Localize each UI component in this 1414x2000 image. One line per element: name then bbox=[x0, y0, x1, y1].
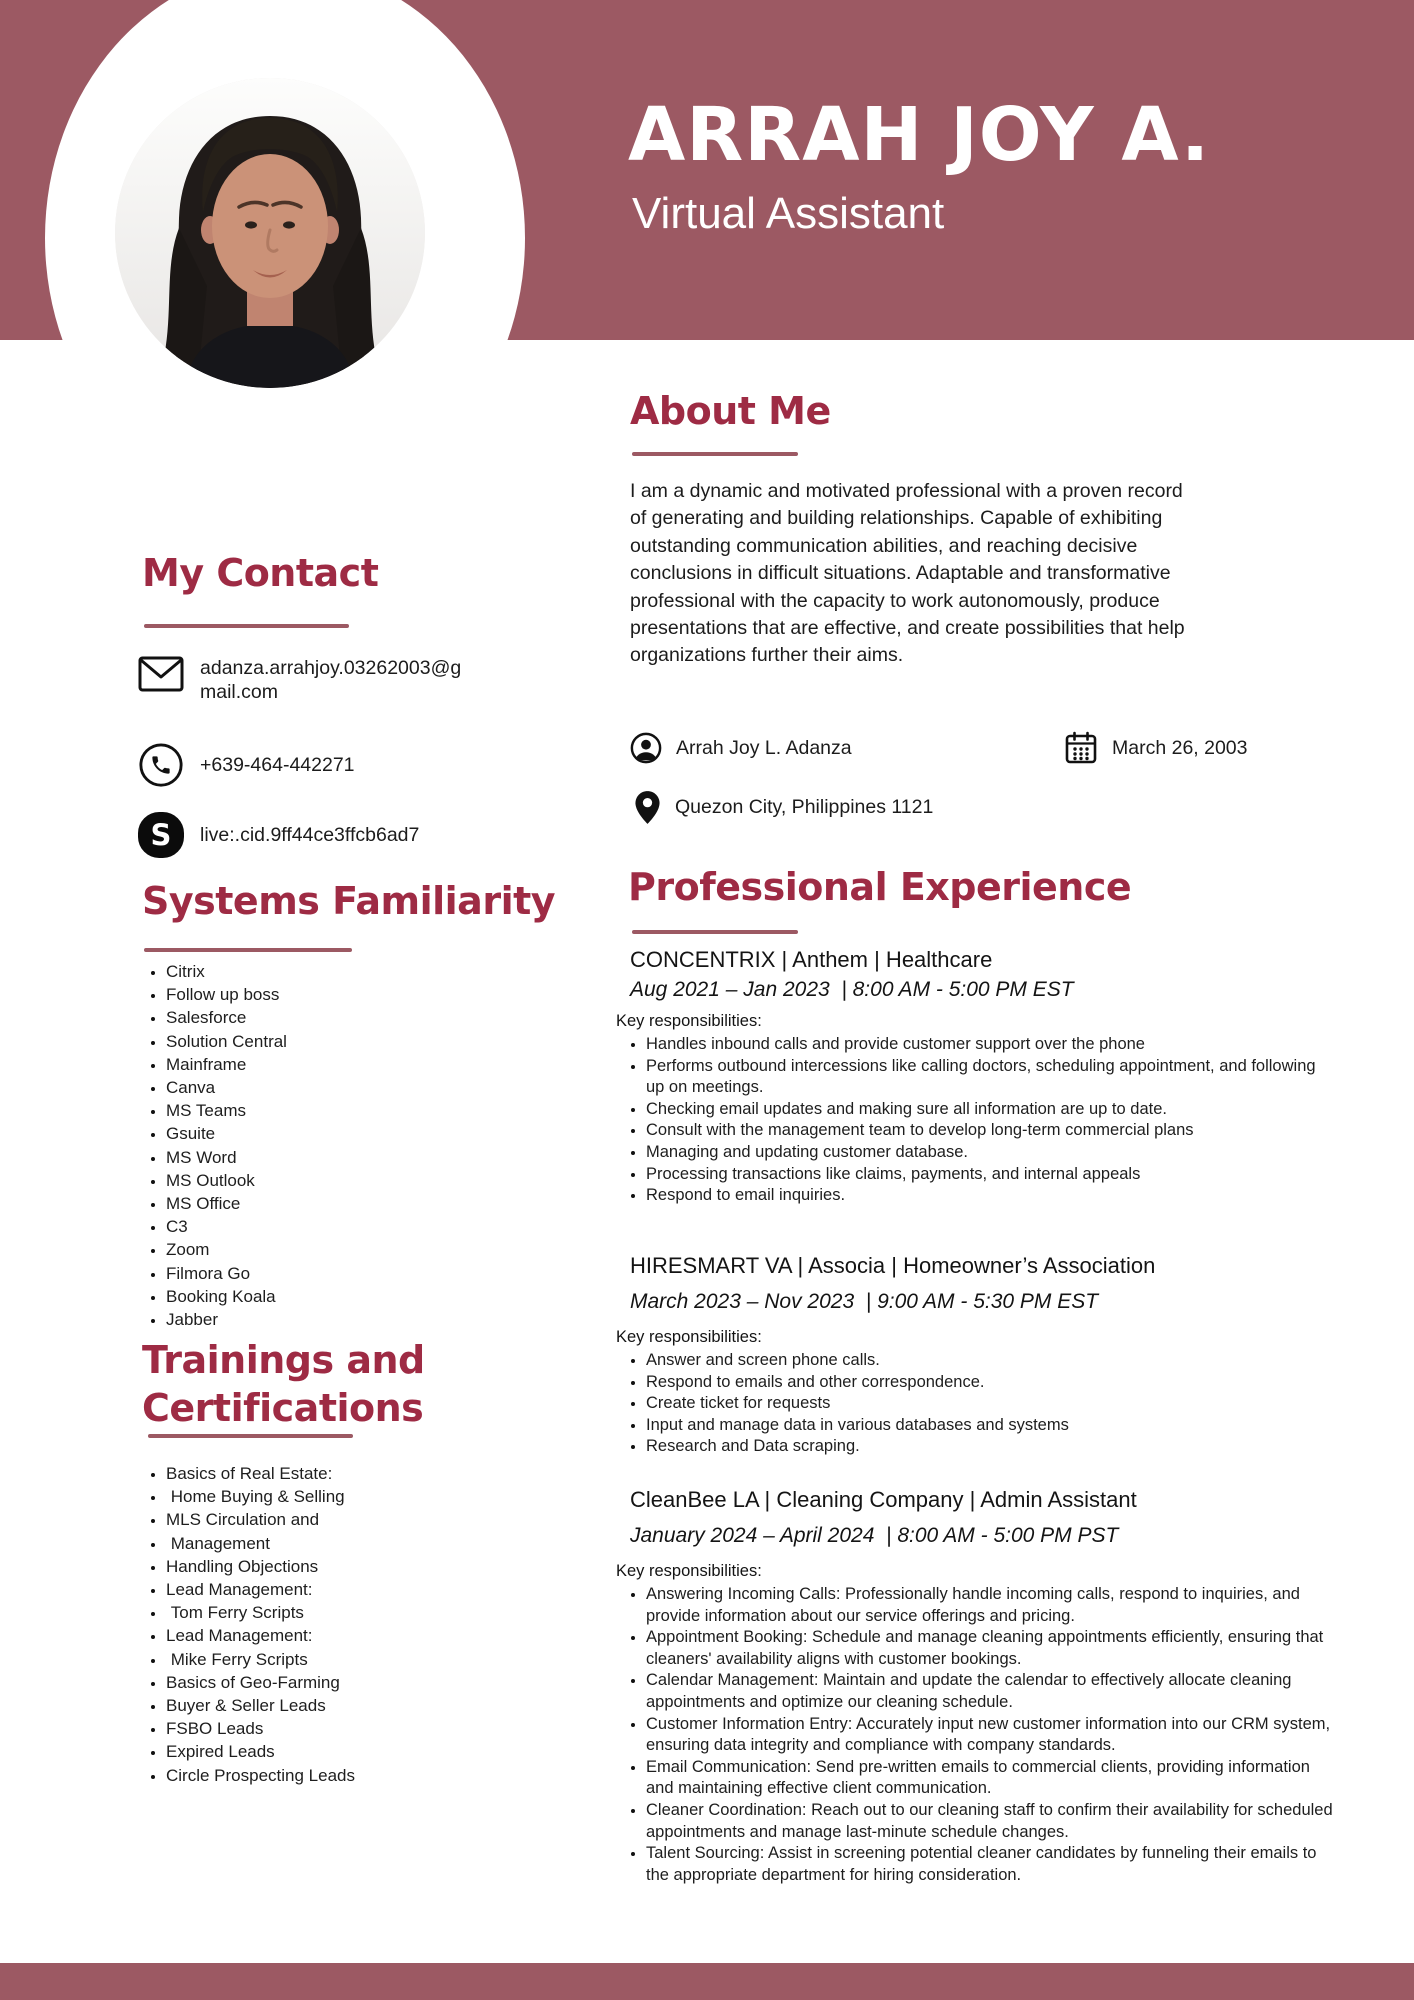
systems-item: • Citrix bbox=[166, 960, 566, 983]
experience-divider bbox=[632, 930, 798, 934]
footer-band bbox=[0, 1963, 1414, 2000]
job-bullet: • Consult with the management team to develop long-term commercial plans bbox=[646, 1120, 1336, 1142]
systems-item: • Booking Koala bbox=[166, 1285, 566, 1308]
trainings-item: • Lead Management: bbox=[166, 1578, 566, 1601]
person-icon bbox=[630, 732, 662, 764]
contact-heading: My Contact bbox=[142, 551, 379, 595]
full-name: Arrah Joy L. Adanza bbox=[676, 736, 852, 759]
trainings-item: • Buyer & Seller Leads bbox=[166, 1694, 566, 1717]
trainings-item: • Basics of Real Estate: bbox=[166, 1462, 566, 1485]
job-bullet: • Answering Incoming Calls: Professionally handle incoming calls, respond to inquiries, and provide information about our service offerings and pricing. bbox=[646, 1584, 1336, 1627]
contact-divider bbox=[144, 624, 349, 628]
systems-item: • Salesforce bbox=[166, 1006, 566, 1029]
job-bullet: • Respond to emails and other correspondence. bbox=[646, 1372, 1336, 1394]
systems-item: • MS Teams bbox=[166, 1099, 566, 1122]
experience-heading: Professional Experience bbox=[628, 865, 1132, 909]
job-bullet: • Input and manage data in various databases and systems bbox=[646, 1415, 1336, 1437]
job-bullet: • Performs outbound intercessions like calling doctors, scheduling appointment, and following up on meetings. bbox=[646, 1056, 1336, 1099]
contact-email: adanza.arrahjoy.03262003@gmail.com bbox=[200, 657, 462, 703]
candidate-role: Virtual Assistant bbox=[632, 189, 945, 238]
trainings-item: • Handling Objections bbox=[166, 1555, 566, 1578]
job-title: CONCENTRIX | Anthem | Healthcare bbox=[630, 947, 993, 972]
systems-item: • Jabber bbox=[166, 1308, 566, 1331]
key-responsibilities-label: Key responsibilities: bbox=[616, 1012, 762, 1030]
systems-item: • Gsuite bbox=[166, 1122, 566, 1145]
systems-list bbox=[140, 960, 566, 1331]
trainings-item: • Mike Ferry Scripts bbox=[166, 1648, 566, 1671]
job-period: January 2024 – April 2024 | 8:00 AM - 5:00 PM PST bbox=[630, 1524, 1119, 1547]
trainings-heading: Trainings and Certifications bbox=[142, 1338, 425, 1430]
trainings-item: • Home Buying & Selling bbox=[166, 1485, 566, 1508]
contact-skype: live:.cid.9ff44ce3ffcb6ad7 bbox=[200, 824, 420, 846]
key-responsibilities-label: Key responsibilities: bbox=[616, 1328, 762, 1346]
systems-item: • MS Outlook bbox=[166, 1169, 566, 1192]
trainings-item: • Circle Prospecting Leads bbox=[166, 1764, 566, 1787]
trainings-item: • Management bbox=[166, 1532, 566, 1555]
job-bullet: • Appointment Booking: Schedule and manage cleaning appointments efficiently, ensuring that cleaners' availability aligns with customer bookings. bbox=[646, 1627, 1336, 1670]
job-bullet: • Processing transactions like claims, payments, and internal appeals bbox=[646, 1164, 1336, 1186]
job-bullet: • Cleaner Coordination: Reach out to our cleaning staff to confirm their availability for scheduled appointments and manage last-minute schedule changes. bbox=[646, 1800, 1336, 1843]
job-bullets bbox=[616, 1034, 1336, 1207]
systems-item: • Follow up boss bbox=[166, 983, 566, 1006]
about-heading: About Me bbox=[630, 389, 831, 433]
job-bullets bbox=[616, 1584, 1336, 1886]
contact-email-row bbox=[138, 656, 462, 704]
full-name-row bbox=[630, 732, 852, 764]
systems-item: • C3 bbox=[166, 1215, 566, 1238]
job-bullet: • Calendar Management: Maintain and update the calendar to effectively allocate cleaning appointments and optimize our cleaning schedule. bbox=[646, 1670, 1336, 1713]
job-bullet: • Customer Information Entry: Accurately input new customer information into our CRM system, ensuring data integrity and compliance with company standards. bbox=[646, 1714, 1336, 1757]
systems-heading: Systems Familiarity bbox=[142, 879, 556, 923]
job-bullet: • Research and Data scraping. bbox=[646, 1436, 1336, 1458]
systems-item: • Solution Central bbox=[166, 1030, 566, 1053]
contact-skype-row bbox=[138, 812, 419, 858]
job-period: March 2023 – Nov 2023 | 9:00 AM - 5:30 PM EST bbox=[630, 1290, 1099, 1313]
birth-date: March 26, 2003 bbox=[1112, 736, 1248, 759]
phone-icon bbox=[138, 742, 184, 788]
job-bullet: • Respond to email inquiries. bbox=[646, 1185, 1336, 1207]
job-bullet: • Handles inbound calls and provide customer support over the phone bbox=[646, 1034, 1336, 1056]
job-period: Aug 2021 – Jan 2023 | 8:00 AM - 5:00 PM EST bbox=[630, 978, 1074, 1001]
about-paragraph: I am a dynamic and motivated professional with a proven record of generating and building relationships. Capable of exhibiting outstanding communication abilities, and reaching decisive conclusions in difficult situations. Adaptable and transformative professional with the capacity to work autonomously, produce presentations that are effective, and create possibilities that help organizations further their aims. bbox=[630, 480, 1185, 667]
trainings-list bbox=[140, 1462, 566, 1787]
systems-item: • Canva bbox=[166, 1076, 566, 1099]
job-title: HIRESMART VA | Associa | Homeowner’s Association bbox=[630, 1253, 1156, 1278]
systems-divider bbox=[144, 948, 352, 952]
job-bullets bbox=[616, 1350, 1336, 1458]
job-title: CleanBee LA | Cleaning Company | Admin Assistant bbox=[630, 1487, 1137, 1512]
key-responsibilities-label: Key responsibilities: bbox=[616, 1562, 762, 1580]
contact-phone-row bbox=[138, 742, 355, 788]
map-pin-icon bbox=[634, 790, 661, 825]
skype-icon: S bbox=[138, 812, 184, 858]
location: Quezon City, Philippines 1121 bbox=[675, 796, 934, 818]
systems-item: • MS Office bbox=[166, 1192, 566, 1215]
job-bullet: • Answer and screen phone calls. bbox=[646, 1350, 1336, 1372]
job-bullet: • Managing and updating customer database. bbox=[646, 1142, 1336, 1164]
systems-item: • Filmora Go bbox=[166, 1262, 566, 1285]
birth-date-row bbox=[1064, 731, 1248, 765]
calendar-icon bbox=[1064, 731, 1098, 765]
job-cleanbee bbox=[616, 1486, 1350, 1886]
job-concentrix bbox=[616, 946, 1350, 1207]
contact-phone: +639-464-442271 bbox=[200, 754, 355, 776]
candidate-name: ARRAH JOY A. bbox=[628, 92, 1211, 178]
trainings-divider bbox=[148, 1434, 353, 1438]
job-bullet: • Email Communication: Send pre-written emails to commercial clients, providing information and maintaining effective client communication. bbox=[646, 1757, 1336, 1800]
trainings-item: • Lead Management: bbox=[166, 1624, 566, 1647]
systems-item: • MS Word bbox=[166, 1146, 566, 1169]
trainings-item: • Expired Leads bbox=[166, 1740, 566, 1763]
trainings-item: • Basics of Geo-Farming bbox=[166, 1671, 566, 1694]
profile-photo bbox=[115, 78, 425, 388]
envelope-icon bbox=[138, 656, 184, 692]
job-bullet: • Checking email updates and making sure all information are up to date. bbox=[646, 1099, 1336, 1121]
systems-item: • Mainframe bbox=[166, 1053, 566, 1076]
portrait-illustration bbox=[115, 78, 425, 388]
trainings-item: • FSBO Leads bbox=[166, 1717, 566, 1740]
trainings-item: • Tom Ferry Scripts bbox=[166, 1601, 566, 1624]
about-divider bbox=[632, 452, 798, 456]
job-bullet: • Create ticket for requests bbox=[646, 1393, 1336, 1415]
job-bullet: • Talent Sourcing: Assist in screening potential cleaner candidates by funneling their emails to the appropriate department for hiring consideration. bbox=[646, 1843, 1336, 1886]
job-hiresmart bbox=[616, 1252, 1350, 1458]
systems-item: • Zoom bbox=[166, 1238, 566, 1261]
location-row bbox=[634, 790, 933, 825]
trainings-item: • MLS Circulation and bbox=[166, 1508, 566, 1531]
